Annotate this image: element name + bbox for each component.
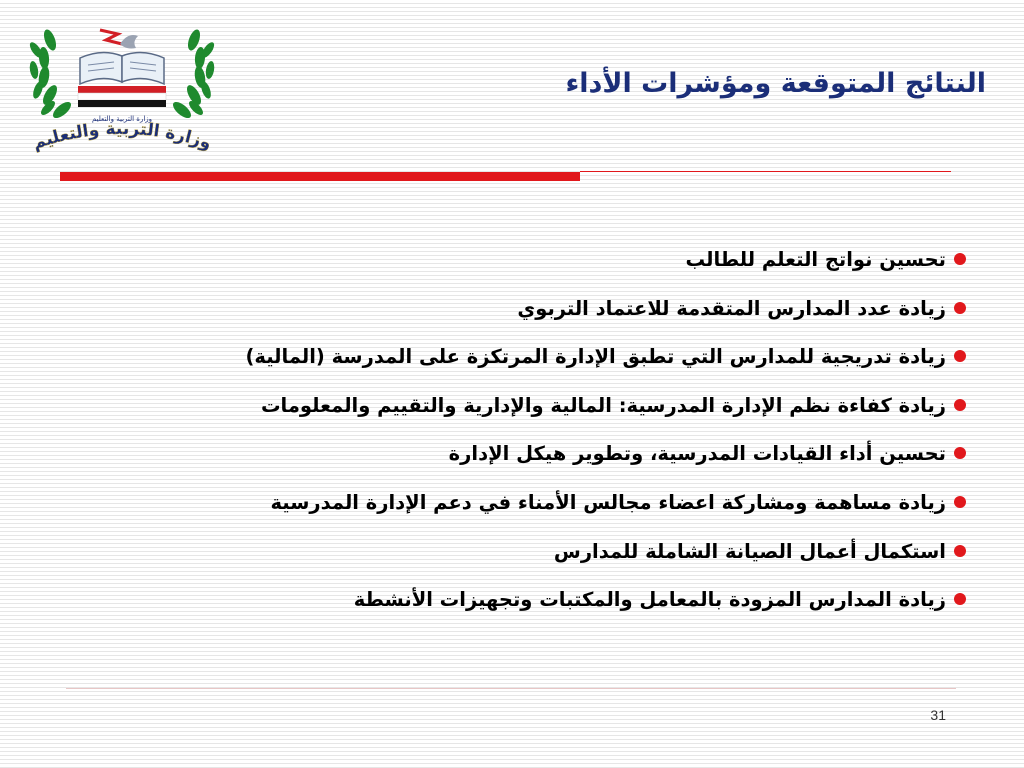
list-item-text: زيادة عدد المدارس المتقدمة للاعتماد التربوي <box>517 296 946 320</box>
list-item-text: زيادة المدارس المزودة بالمعامل والمكتبات وتجهيزات الأنشطة <box>353 588 946 612</box>
bullet-icon <box>954 545 966 557</box>
bullet-icon <box>954 496 966 508</box>
bullet-icon <box>954 447 966 459</box>
list-item <box>86 481 946 530</box>
bullet-icon <box>954 399 966 411</box>
ministry-logo <box>22 10 222 175</box>
bullet-icon <box>954 350 966 362</box>
bullet-icon <box>954 302 966 314</box>
page-title: النتائج المتوقعة ومؤشرات الأداء <box>565 68 986 99</box>
page-number: 31 <box>930 707 946 723</box>
footer-divider <box>66 688 956 689</box>
list-item <box>86 384 946 433</box>
list-item <box>86 238 946 287</box>
list-item <box>86 432 946 481</box>
book-icon <box>80 52 164 84</box>
list-item <box>86 578 946 627</box>
banner-icon <box>78 86 166 123</box>
wreath-right-icon <box>170 28 216 121</box>
list-item-text: تحسين أداء القيادات المدرسية، وتطوير هيكل الإدارة <box>448 442 946 466</box>
list-item <box>86 335 946 384</box>
list-item-text: زيادة كفاءة نظم الإدارة المدرسية: المالية والإدارية والتقييم والمعلومات <box>260 393 946 417</box>
torch-icon <box>100 30 138 49</box>
bullet-icon <box>954 253 966 265</box>
bullet-list <box>86 238 946 627</box>
list-item <box>86 287 946 336</box>
logo-caption: وزارة التربية والتعليم <box>30 118 214 154</box>
list-item-text: تحسين نواتج التعلم للطالب <box>685 248 946 271</box>
list-item <box>86 530 946 579</box>
svg-text:وزارة التربية والتعليم: وزارة التربية والتعليم <box>91 115 153 123</box>
bullet-icon <box>954 593 966 605</box>
title-divider-thick <box>60 172 580 181</box>
wreath-left-icon <box>28 28 74 121</box>
title-divider-thin <box>580 171 951 172</box>
list-item-text: زيادة مساهمة ومشاركة اعضاء مجالس الأمناء في دعم الإدارة المدرسية <box>270 490 946 514</box>
list-item-text: استكمال أعمال الصيانة الشاملة للمدارس <box>553 539 946 563</box>
list-item-text: زيادة تدريجية للمدارس التي تطبق الإدارة المرتكزة على المدرسة (المالية) <box>245 345 946 369</box>
